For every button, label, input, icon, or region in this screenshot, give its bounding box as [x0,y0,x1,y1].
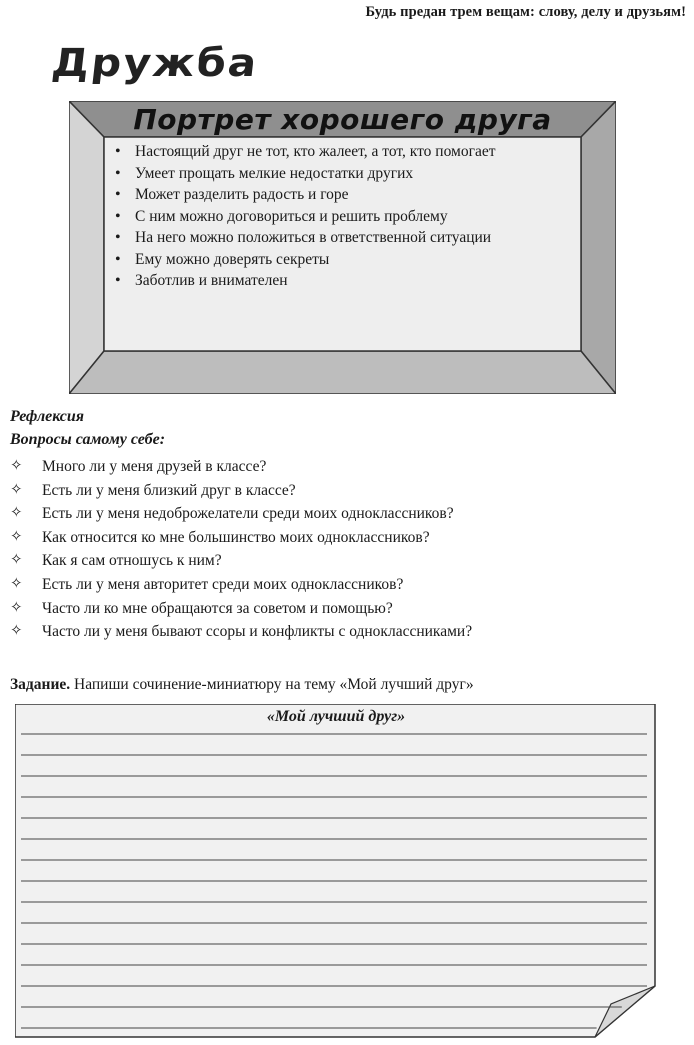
portrait-list [113,141,593,292]
question-item [8,502,688,526]
portrait-item: • Умеет прощать мелкие недостатки других [113,163,593,185]
question-item [8,479,688,503]
four-point-star-icon: ✧ [10,599,23,616]
writing-sheet[interactable] [15,704,657,1038]
epigraph: Будь предан трем вещам: слову, делу и друзьям! [365,4,686,20]
question-text: Часто ли у меня бывают ссоры и конфликты с одноклассниками? [42,623,473,641]
question-item [8,620,688,644]
portrait-item: • Ему можно доверять секреты [113,249,593,271]
portrait-frame [69,101,616,394]
task-label: Задание. [10,676,71,693]
portrait-item: • Может разделить радость и горе [113,184,593,206]
question-text: Часто ли ко мне обращаются за советом и помощью? [42,599,393,617]
portrait-item: • Настоящий друг не тот, кто жалеет, а тот, кто помогает [113,141,593,163]
page-title: Дружба [49,39,261,86]
four-point-star-icon: ✧ [10,458,23,474]
four-point-star-icon: ✧ [10,623,23,640]
portrait-item: • С ним можно договориться и решить проблему [113,206,593,228]
questions-title: Вопросы самому себе: [10,431,166,448]
question-text: Как относится ко мне большинство моих одноклассников? [42,528,430,546]
four-point-star-icon: ✧ [10,552,23,569]
question-item [8,549,688,573]
question-text: Есть ли у меня близкий друг в классе? [42,481,296,499]
four-point-star-icon: ✧ [10,481,23,498]
frame-bevel-bottom [69,351,616,394]
portrait-heading: Портрет хорошего друга [133,103,552,136]
frame-bevel-left [69,101,104,394]
question-item [8,526,688,550]
question-item [8,597,688,621]
four-point-star-icon: ✧ [10,575,23,592]
portrait-item: • На него можно положиться в ответственной ситуации [113,227,593,249]
question-item [8,455,688,479]
sheet-body [15,704,655,1037]
sheet-title: «Мой лучший друг» [266,708,406,725]
question-text: Много ли у меня друзей в классе? [42,458,267,475]
question-text: Как я сам отношусь к ним? [42,552,222,570]
task-text: Напиши сочинение-миниатюру на тему «Мой лучший друг» [74,676,474,693]
writing-sheet-lines [15,704,657,1038]
question-item [8,573,688,597]
question-text: Есть ли у меня недоброжелатели среди моих одноклассников? [42,505,454,523]
task-line [10,676,474,694]
four-point-star-icon: ✧ [10,505,23,522]
portrait-item: • Заботлив и внимателен [113,270,593,292]
question-text: Есть ли у меня авторитет среди моих одноклассников? [42,575,404,593]
questions-list [8,455,688,644]
reflection-title: Рефлексия [10,408,85,425]
four-point-star-icon: ✧ [10,528,23,545]
